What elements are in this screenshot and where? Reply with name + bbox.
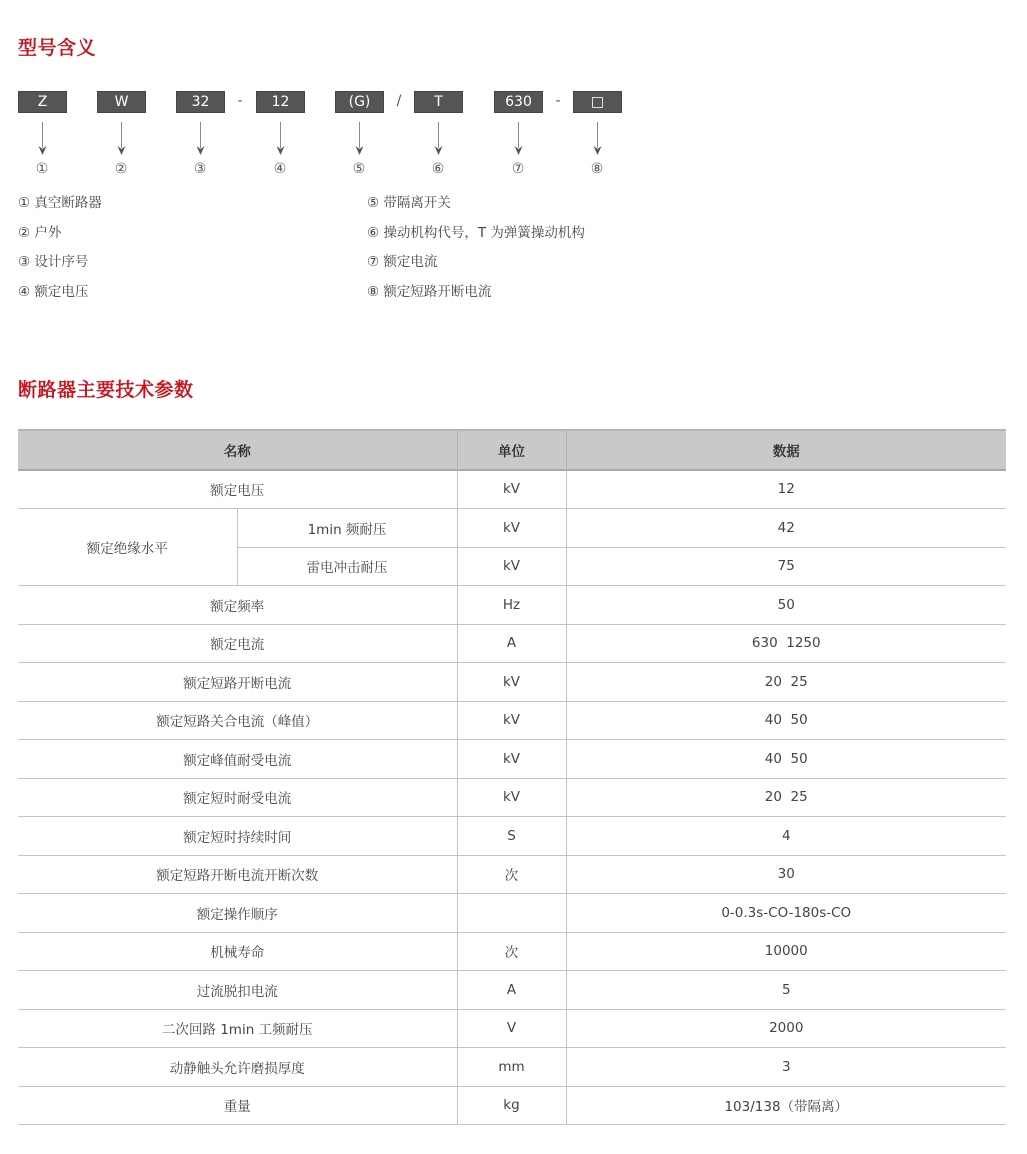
param-name: 额定电流 (18, 624, 457, 663)
param-name: 额定短路开断电流 (18, 663, 457, 702)
table-row (18, 1009, 1006, 1048)
table-row (18, 470, 1006, 509)
arrow-down-icon (434, 122, 443, 156)
arrow-down-icon (514, 122, 523, 156)
param-name: 额定操作顺序 (18, 894, 457, 933)
param-unit: kV (457, 701, 566, 740)
header-name: 名称 (18, 430, 457, 470)
header-data: 数据 (566, 430, 1006, 470)
param-value: 20 25 (566, 778, 1006, 817)
model-code-diagram (0, 91, 700, 191)
param-name: 额定短时耐受电流 (18, 778, 457, 817)
table-row (18, 932, 1006, 971)
arrow-down-icon (593, 122, 602, 156)
legend-item: ② 户外 (18, 224, 62, 241)
param-value: 3 (566, 1048, 1006, 1087)
code-box-630: 630 (494, 91, 543, 113)
param-unit: 次 (457, 932, 566, 971)
param-unit: V (457, 1009, 566, 1048)
param-unit: S (457, 817, 566, 856)
code-box-blank: □ (573, 91, 622, 113)
arrow-down-icon (196, 122, 205, 156)
param-sub-name: 1min 频耐压 (237, 509, 457, 548)
param-name: 机械寿命 (18, 932, 457, 971)
table-row (18, 817, 1006, 856)
spec-table-title: 断路器主要技术参数 (18, 379, 194, 401)
param-value: 0-0.3s-CO-180s-CO (566, 894, 1006, 933)
legend-item: ① 真空断路器 (18, 195, 102, 211)
separator-dash: - (237, 93, 243, 109)
param-unit: kV (457, 509, 566, 548)
code-box-z: Z (18, 91, 67, 113)
param-value: 30 (566, 855, 1006, 894)
code-box-g: (G) (335, 91, 384, 113)
circled-number-7: ⑦ (511, 161, 525, 177)
param-value: 2000 (566, 1009, 1006, 1048)
param-group-name: 额定绝缘水平 (18, 509, 237, 586)
param-value: 20 25 (566, 663, 1006, 702)
param-name: 额定电压 (18, 470, 457, 509)
param-unit: kV (457, 740, 566, 779)
arrow-down-icon (355, 122, 364, 156)
legend-item: ⑤ 带隔离开关 (367, 195, 451, 211)
param-unit: A (457, 971, 566, 1010)
legend-item: ③ 设计序号 (18, 254, 89, 270)
table-row (18, 894, 1006, 933)
code-box-w: W (97, 91, 146, 113)
param-name: 额定峰值耐受电流 (18, 740, 457, 779)
circled-number-8: ⑧ (590, 161, 604, 177)
table-row (18, 971, 1006, 1010)
table-row (18, 855, 1006, 894)
param-sub-name: 雷电冲击耐压 (237, 547, 457, 586)
param-value: 12 (566, 470, 1006, 509)
separator-slash: / (396, 93, 402, 109)
circled-number-2: ② (114, 161, 128, 177)
table-row (18, 624, 1006, 663)
arrow-down-icon (117, 122, 126, 156)
legend-item: ⑧ 额定短路开断电流 (367, 283, 492, 300)
header-unit: 单位 (457, 430, 566, 470)
param-unit: kV (457, 663, 566, 702)
param-unit: mm (457, 1048, 566, 1087)
circled-number-6: ⑥ (431, 161, 445, 177)
param-unit: kg (457, 1086, 566, 1125)
table-row (18, 1086, 1006, 1125)
param-value: 4 (566, 817, 1006, 856)
model-meaning-title: 型号含义 (18, 37, 97, 59)
param-unit: A (457, 624, 566, 663)
legend-item: ⑥ 操动机构代号，T 为弹簧操动机构 (367, 224, 585, 241)
legend-list-right (367, 193, 585, 311)
param-name: 动静触头允许磨损厚度 (18, 1048, 457, 1087)
param-value: 630 1250 (566, 624, 1006, 663)
code-box-t: T (414, 91, 463, 113)
param-unit: kV (457, 547, 566, 586)
code-box-32: 32 (176, 91, 225, 113)
param-name: 过流脱扣电流 (18, 971, 457, 1010)
circled-number-5: ⑤ (352, 161, 366, 177)
param-unit: Hz (457, 586, 566, 625)
param-value: 40 50 (566, 701, 1006, 740)
table-row (18, 663, 1006, 702)
circled-number-4: ④ (273, 161, 287, 177)
arrow-down-icon (38, 122, 47, 156)
param-unit: 次 (457, 855, 566, 894)
param-name: 额定频率 (18, 586, 457, 625)
separator-dash: - (555, 93, 561, 109)
table-row (18, 586, 1006, 625)
table-row (18, 740, 1006, 779)
legend-list-left (18, 193, 102, 311)
param-name: 重量 (18, 1086, 457, 1125)
table-row (18, 701, 1006, 740)
param-value: 42 (566, 509, 1006, 548)
circled-number-3: ③ (193, 161, 207, 177)
param-unit (457, 894, 566, 933)
param-value: 5 (566, 971, 1006, 1010)
param-value: 40 50 (566, 740, 1006, 779)
spec-table (18, 429, 1006, 1125)
table-row (18, 509, 1006, 548)
table-row (18, 778, 1006, 817)
param-value: 75 (566, 547, 1006, 586)
param-unit: kV (457, 778, 566, 817)
param-name: 额定短路开断电流开断次数 (18, 855, 457, 894)
table-header-row (18, 430, 1006, 470)
code-box-12: 12 (256, 91, 305, 113)
param-value: 103/138（带隔离） (566, 1086, 1006, 1125)
arrow-down-icon (276, 122, 285, 156)
circled-number-1: ① (35, 161, 49, 177)
param-value: 10000 (566, 932, 1006, 971)
param-name: 二次回路 1min 工频耐压 (18, 1009, 457, 1048)
table-row (18, 1048, 1006, 1087)
legend-item: ⑦ 额定电流 (367, 254, 438, 270)
legend-item: ④ 额定电压 (18, 283, 89, 300)
param-unit: kV (457, 470, 566, 509)
param-name: 额定短时持续时间 (18, 817, 457, 856)
param-name: 额定短路关合电流（峰值） (18, 701, 457, 740)
param-value: 50 (566, 586, 1006, 625)
